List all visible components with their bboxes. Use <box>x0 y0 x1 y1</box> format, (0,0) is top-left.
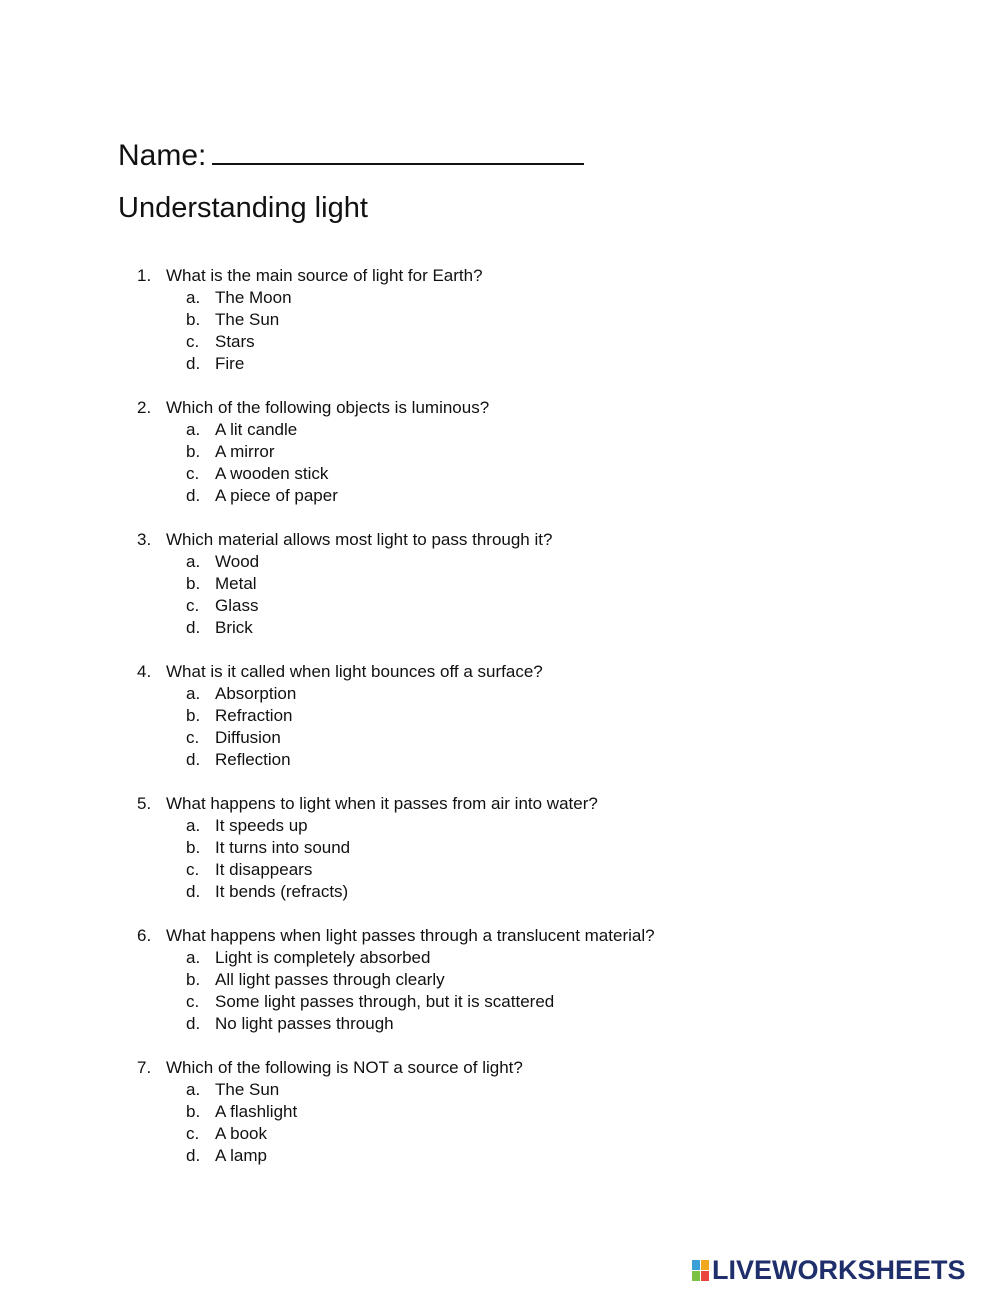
option-letter: b. <box>186 574 201 593</box>
logo-text: LIVEWORKSHEETS <box>712 1255 966 1285</box>
option-text: It disappears <box>215 860 313 879</box>
option-letter: b. <box>186 310 201 329</box>
option-text: A book <box>215 1124 267 1143</box>
answer-option[interactable] <box>0 947 1000 969</box>
option-letter: a. <box>186 552 201 571</box>
option-letter: b. <box>186 838 201 857</box>
option-text: It speeds up <box>215 816 308 835</box>
answer-option[interactable] <box>0 683 1000 705</box>
option-text: Glass <box>215 596 259 615</box>
answer-option[interactable] <box>0 309 1000 331</box>
question-item <box>0 1057 1000 1167</box>
option-text: A lit candle <box>215 420 298 439</box>
option-letter: c. <box>186 464 200 483</box>
answer-option[interactable] <box>0 551 1000 573</box>
question-number: 1. <box>137 266 152 285</box>
question-text: What is the main source of light for Earth? <box>166 266 483 285</box>
question-text: Which of the following is NOT a source of light? <box>166 1058 523 1077</box>
option-text: A flashlight <box>215 1102 298 1121</box>
answer-option[interactable] <box>0 419 1000 441</box>
question-line <box>0 397 1000 419</box>
option-letter: c. <box>186 1124 200 1143</box>
question-line <box>0 529 1000 551</box>
option-text: It bends (refracts) <box>215 882 349 901</box>
question-number: 2. <box>137 398 152 417</box>
option-text: Light is completely absorbed <box>215 948 431 967</box>
option-letter: d. <box>186 618 201 637</box>
option-letter: d. <box>186 1146 201 1165</box>
answer-option[interactable] <box>0 485 1000 507</box>
option-text: Fire <box>215 354 245 373</box>
question-item <box>0 793 1000 903</box>
answer-option[interactable] <box>0 727 1000 749</box>
answer-option[interactable] <box>0 1123 1000 1145</box>
option-letter: c. <box>186 596 200 615</box>
logo-block <box>692 1260 700 1270</box>
option-letter: a. <box>186 948 201 967</box>
question-item <box>0 265 1000 375</box>
question-text: What happens when light passes through a translucent material? <box>166 926 655 945</box>
answer-option[interactable] <box>0 1079 1000 1101</box>
question-number: 5. <box>137 794 152 813</box>
answer-option[interactable] <box>0 595 1000 617</box>
worksheet-title: Understanding light <box>118 192 368 224</box>
answer-option[interactable] <box>0 881 1000 903</box>
question-line <box>0 925 1000 947</box>
answer-option[interactable] <box>0 991 1000 1013</box>
option-letter: a. <box>186 420 201 439</box>
question-line <box>0 793 1000 815</box>
option-text: Refraction <box>215 706 293 725</box>
option-letter: d. <box>186 1014 201 1033</box>
question-number: 6. <box>137 926 152 945</box>
logo-block <box>701 1260 709 1270</box>
option-letter: d. <box>186 354 201 373</box>
question-number: 3. <box>137 530 152 549</box>
name-label: Name: <box>118 139 207 172</box>
option-letter: d. <box>186 486 201 505</box>
logo-block <box>701 1271 709 1281</box>
answer-option[interactable] <box>0 617 1000 639</box>
option-letter: c. <box>186 332 200 351</box>
option-letter: c. <box>186 992 200 1011</box>
option-letter: c. <box>186 860 200 879</box>
answer-option[interactable] <box>0 573 1000 595</box>
option-letter: b. <box>186 706 201 725</box>
question-text: What is it called when light bounces off a surface? <box>166 662 543 681</box>
answer-option[interactable] <box>0 1145 1000 1167</box>
option-letter: a. <box>186 816 201 835</box>
option-text: A lamp <box>215 1146 267 1165</box>
option-text: A wooden stick <box>215 464 329 483</box>
answer-option[interactable] <box>0 837 1000 859</box>
option-text: The Moon <box>215 288 292 307</box>
option-text: Absorption <box>215 684 297 703</box>
answer-option[interactable] <box>0 353 1000 375</box>
answer-option[interactable] <box>0 463 1000 485</box>
answer-option[interactable] <box>0 1013 1000 1035</box>
option-text: All light passes through clearly <box>215 970 445 989</box>
option-text: Brick <box>215 618 253 637</box>
option-letter: a. <box>186 288 201 307</box>
logo-blocks-icon <box>692 1260 709 1281</box>
question-number: 4. <box>137 662 152 681</box>
question-line <box>0 661 1000 683</box>
option-text: Wood <box>215 552 260 571</box>
logo-block <box>692 1271 700 1281</box>
question-line <box>0 265 1000 287</box>
option-text: No light passes through <box>215 1014 394 1033</box>
option-letter: a. <box>186 684 201 703</box>
question-item <box>0 397 1000 507</box>
question-number: 7. <box>137 1058 152 1077</box>
question-text: What happens to light when it passes from air into water? <box>166 794 598 813</box>
option-text: Some light passes through, but it is scattered <box>215 992 555 1011</box>
option-letter: c. <box>186 728 200 747</box>
answer-option[interactable] <box>0 859 1000 881</box>
option-text: The Sun <box>215 1080 280 1099</box>
option-text: It turns into sound <box>215 838 351 857</box>
option-letter: d. <box>186 750 201 769</box>
answer-option[interactable] <box>0 705 1000 727</box>
answer-option[interactable] <box>0 815 1000 837</box>
option-text: Metal <box>215 574 257 593</box>
question-text: Which material allows most light to pass through it? <box>166 530 553 549</box>
question-text: Which of the following objects is luminous? <box>166 398 490 417</box>
option-text: The Sun <box>215 310 280 329</box>
answer-option[interactable] <box>0 331 1000 353</box>
question-list <box>0 265 1000 1189</box>
option-letter: d. <box>186 882 201 901</box>
answer-option[interactable] <box>0 969 1000 991</box>
name-field <box>118 133 584 176</box>
option-letter: b. <box>186 970 201 989</box>
answer-option[interactable] <box>0 441 1000 463</box>
option-text: A mirror <box>215 442 275 461</box>
option-letter: b. <box>186 442 201 461</box>
question-item <box>0 925 1000 1035</box>
question-item <box>0 529 1000 639</box>
answer-option[interactable] <box>0 749 1000 771</box>
option-text: Reflection <box>215 750 291 769</box>
option-text: Diffusion <box>215 728 281 747</box>
name-blank-line[interactable] <box>212 133 584 165</box>
answer-option[interactable] <box>0 287 1000 309</box>
question-item <box>0 661 1000 771</box>
question-line <box>0 1057 1000 1079</box>
option-letter: b. <box>186 1102 201 1121</box>
liveworksheets-logo <box>692 1255 966 1285</box>
option-text: A piece of paper <box>215 486 338 505</box>
option-letter: a. <box>186 1080 201 1099</box>
option-text: Stars <box>215 332 255 351</box>
answer-option[interactable] <box>0 1101 1000 1123</box>
